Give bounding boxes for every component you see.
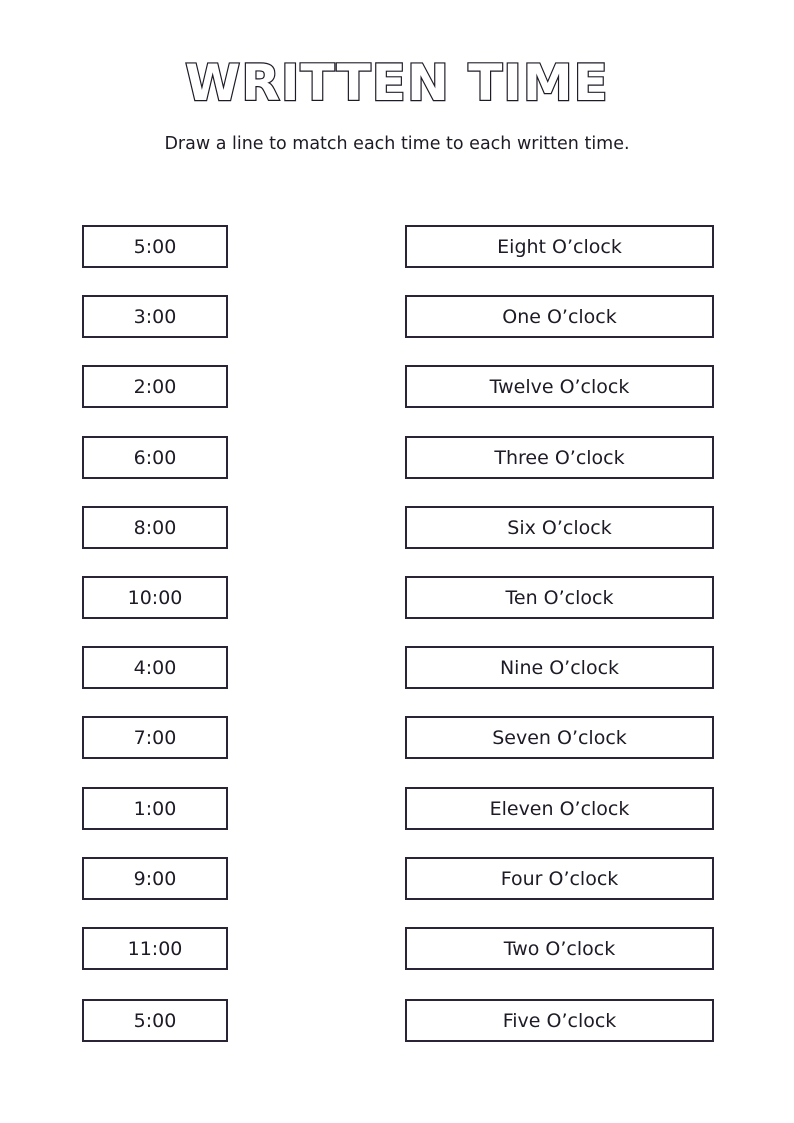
written-time-box[interactable]: One O’clock	[405, 295, 714, 338]
written-time-box[interactable]: Seven O’clock	[405, 716, 714, 759]
time-box[interactable]: 2:00	[82, 365, 228, 408]
written-time-box[interactable]: Nine O’clock	[405, 646, 714, 689]
written-time-box[interactable]: Eight O’clock	[405, 225, 714, 268]
time-box[interactable]: 8:00	[82, 506, 228, 549]
written-time-box[interactable]: Two O’clock	[405, 927, 714, 970]
written-time-box[interactable]: Twelve O’clock	[405, 365, 714, 408]
time-box[interactable]: 7:00	[82, 716, 228, 759]
time-box[interactable]: 10:00	[82, 576, 228, 619]
worksheet-title: WRITTEN TIME	[185, 54, 609, 112]
time-box[interactable]: 9:00	[82, 857, 228, 900]
time-box[interactable]: 4:00	[82, 646, 228, 689]
time-box[interactable]: 1:00	[82, 787, 228, 830]
time-box[interactable]: 5:00	[82, 225, 228, 268]
written-time-box[interactable]: Four O’clock	[405, 857, 714, 900]
written-time-box[interactable]: Six O’clock	[405, 506, 714, 549]
time-box[interactable]: 5:00	[82, 999, 228, 1042]
written-time-box[interactable]: Ten O’clock	[405, 576, 714, 619]
worksheet-instructions: Draw a line to match each time to each written time.	[164, 134, 630, 154]
time-box[interactable]: 11:00	[82, 927, 228, 970]
time-box[interactable]: 6:00	[82, 436, 228, 479]
written-time-box[interactable]: Eleven O’clock	[405, 787, 714, 830]
time-box[interactable]: 3:00	[82, 295, 228, 338]
written-time-box[interactable]: Five O’clock	[405, 999, 714, 1042]
written-time-box[interactable]: Three O’clock	[405, 436, 714, 479]
